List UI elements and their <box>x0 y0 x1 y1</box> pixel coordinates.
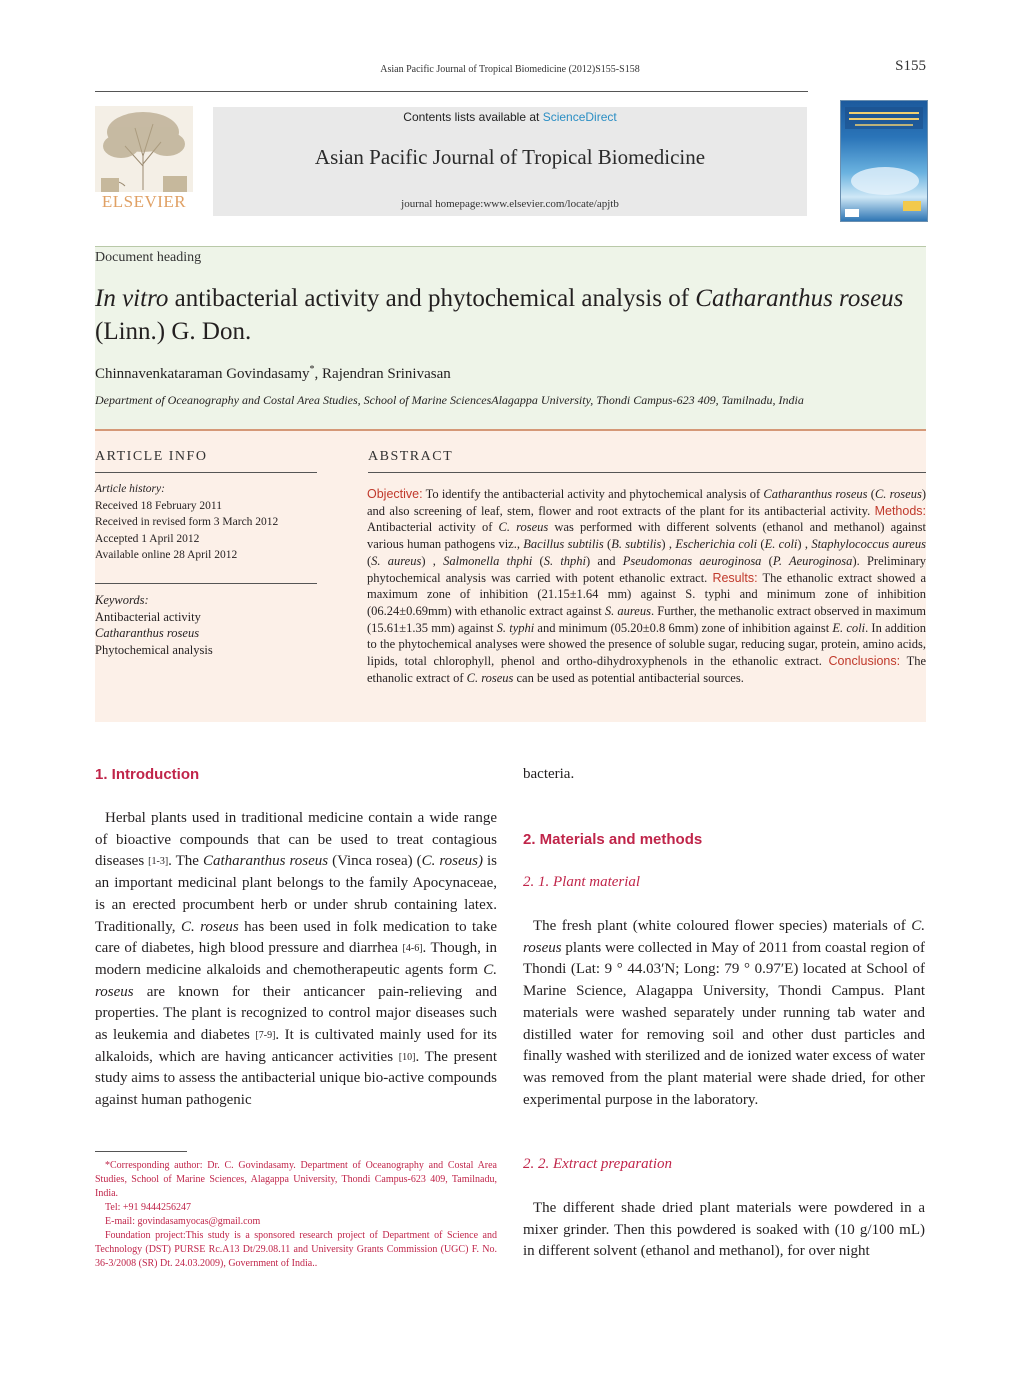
title-text-2: (Linn.) G. Don. <box>95 318 252 345</box>
corresponding-mark: * <box>309 364 315 375</box>
plant-material-heading: 2. 1. Plant material <box>523 874 641 890</box>
page-number: S155 <box>895 58 926 74</box>
history-label: Article history: <box>95 483 165 495</box>
footnote-corresponding: *Corresponding author: Dr. C. Govindasamy. Department of Oceanography and Costal Area Studies, School of Marine Sciences, Alagappa University, Thondi Campus-623 409, Tamilnadu, India. <box>95 1160 497 1199</box>
footnote-tel: Tel: +91 9444256247 <box>105 1202 192 1213</box>
footnote-email: E-mail: govindasamyocas@gmail.com <box>105 1216 261 1227</box>
conclusions-label: Conclusions: <box>828 654 901 669</box>
received-date: Received 18 February 2011 <box>95 499 222 512</box>
journal-title: Asian Pacific Journal of Tropical Biomedicine <box>314 145 706 169</box>
extract-preparation-paragraph: The different shade dried plant materials were powdered in a mixer grinder. Then this powdered is soaked with (10 g/100 mL) in different solvent (ethanol and methanol), for over night <box>523 1200 925 1260</box>
online-date: Available online 28 April 2012 <box>95 549 238 561</box>
footnote-foundation: Foundation project:This study is a sponsored research project of Department of Science and Technology (DST) PURSE Rc.A13 Dt/29.08.11 and University Grants Commission (UGC) F. No. 36-3/2008 (SR) Dt. 24.03.2009), Government of India.. <box>95 1230 497 1269</box>
methods-label: Methods: <box>874 503 926 518</box>
affiliation: Department of Oceanography and Costal Area Studies, School of Marine SciencesAlagappa University, Thondi Campus-623 409, Tamilnadu, India <box>95 393 804 407</box>
contents-prefix: Contents lists available at <box>403 110 543 124</box>
title-italic-1: In vitro <box>95 285 169 312</box>
document-heading: Document heading <box>95 250 202 265</box>
results-label: Results: <box>712 570 758 585</box>
methods-heading: 2. Materials and methods <box>523 831 703 848</box>
sciencedirect-link[interactable]: ScienceDirect <box>542 110 617 124</box>
article-history <box>95 481 320 564</box>
authors <box>95 364 451 383</box>
objective-label: Objective: <box>367 487 423 501</box>
footnotes <box>95 1159 497 1271</box>
publisher-logo-text: ELSEVIER <box>101 192 187 211</box>
author-1: Chinnavenkataraman Govindasamy <box>95 366 310 382</box>
intro-paragraph: Herbal plants used in traditional medicine contain a wide range of bioactive compounds that can be used to treat contagious diseases [1-3]. The Catharanthus roseus (Vinca rosea) (C. roseus) is an important medicinal plant belongs to the family Apocynaceae, is an erected procumbent herb or under shrub containing latex. Traditionally, C. roseus has been used in folk medication to take care of diabetes, high blood pressure and diarrhea [4-6]. Though, in modern medicine alkaloids and chemotherapeutic agents form C. roseus are known for their anticancer pain-relieving and properties. The plant is recognized to control major diseases such as leukemia and diabetes [7-9]. It is cultivated mainly used for its alkaloids, which are having anticancer activities [10]. The present study aims to assess the antibacterial unique bio-active compounds against human pathogenic <box>95 810 498 1109</box>
abstract-rule <box>368 472 926 473</box>
footnote-rule <box>95 1151 187 1152</box>
keyword: Phytochemical analysis <box>95 642 213 657</box>
article-title <box>95 282 930 348</box>
title-text-1: antibacterial activity and phytochemical analysis of <box>168 285 696 312</box>
accepted-date: Accepted 1 April 2012 <box>95 532 200 545</box>
running-head: Asian Pacific Journal of Tropical Biomedicine (2012)S155-S158 <box>380 64 640 75</box>
keywords-rule <box>95 583 317 584</box>
abstract-heading: ABSTRACT <box>368 449 454 464</box>
journal-homepage[interactable]: journal homepage:www.elsevier.com/locate/apjtb <box>401 198 619 210</box>
intro-heading: 1. Introduction <box>95 766 200 783</box>
cover-art <box>841 101 927 221</box>
keywords-label: Keywords: <box>95 593 149 607</box>
extract-preparation-heading: 2. 2. Extract preparation <box>523 1156 673 1172</box>
revised-date: Received in revised form 3 March 2012 <box>95 516 279 528</box>
keywords <box>95 592 320 658</box>
keyword: Catharanthus roseus <box>95 626 200 640</box>
keyword: Antibacterial activity <box>95 609 201 624</box>
header-rule <box>95 91 808 92</box>
author-2: , Rajendran Srinivasan <box>314 366 451 382</box>
plant-material-paragraph: The fresh plant (white coloured flower species) materials of C. roseus plants were collected in May of 2011 from coastal region of Thondi (Lat: 9 ° 44.03′N; Long: 79 ° 0.97′E) located at School of Marine Science, Alagappa University, Thondi Campus. Plant materials were washed separately under running tab water and distilled water for removing soil and other dust particles and finally washed with sterilized and de ionized water excess of water was removed from the plant material were shade dried, for other experimental purpose in the laboratory. <box>523 918 925 1108</box>
abstract-text: Objective: To identify the antibacterial activity and phytochemical analysis of Catharanthus roseus (C. roseus) and also screening of leaf, stem, flower and root extracts of the plant for its antibacterial activity. Methods: Antibacterial activity of C. roseus was performed with different solvents (ethanol and methanol) against various human pathogens viz., Bacillus subtilis (B. subtilis) , Escherichia coli (E. coli) , Staphylococcus aureus (S. aureus) , Salmonella thphi (S. thphi) and Pseudomonas aeuroginosa (P. Aeuroginosa). Preliminary phytochemical analysis was carried with potent ethanolic extract. Results: The ethanolic extract showed a maximum zone of inhibition (21.15±1.64 mm) against S. typhi and minimum zone of inhibition (06.24±0.69mm) with ethanolic extract against S. aureus. Further, the methanolic extract observed in maximum (15.61±1.35 mm) against S. typhi and minimum (05.20±0.8 6mm) zone of inhibition against E. coli. In addition to the phytochemical analyses were showed the presence of soluble sugar, reducing sugar, protein, amino acids, lipids, total chlorophyll, phenol and ortho-dihydroxyphenols in the ethanolic extract. Conclusions: The ethanolic extract of C. roseus can be used as potential antibacterial sources. <box>367 487 927 685</box>
contents-line <box>213 110 807 124</box>
journal-cover-image <box>840 100 928 222</box>
article-info-heading: ARTICLE INFO <box>95 449 208 464</box>
title-italic-2: Catharanthus roseus <box>695 285 904 312</box>
bacteria-continuation: bacteria. <box>523 766 575 782</box>
info-rule <box>95 472 317 473</box>
